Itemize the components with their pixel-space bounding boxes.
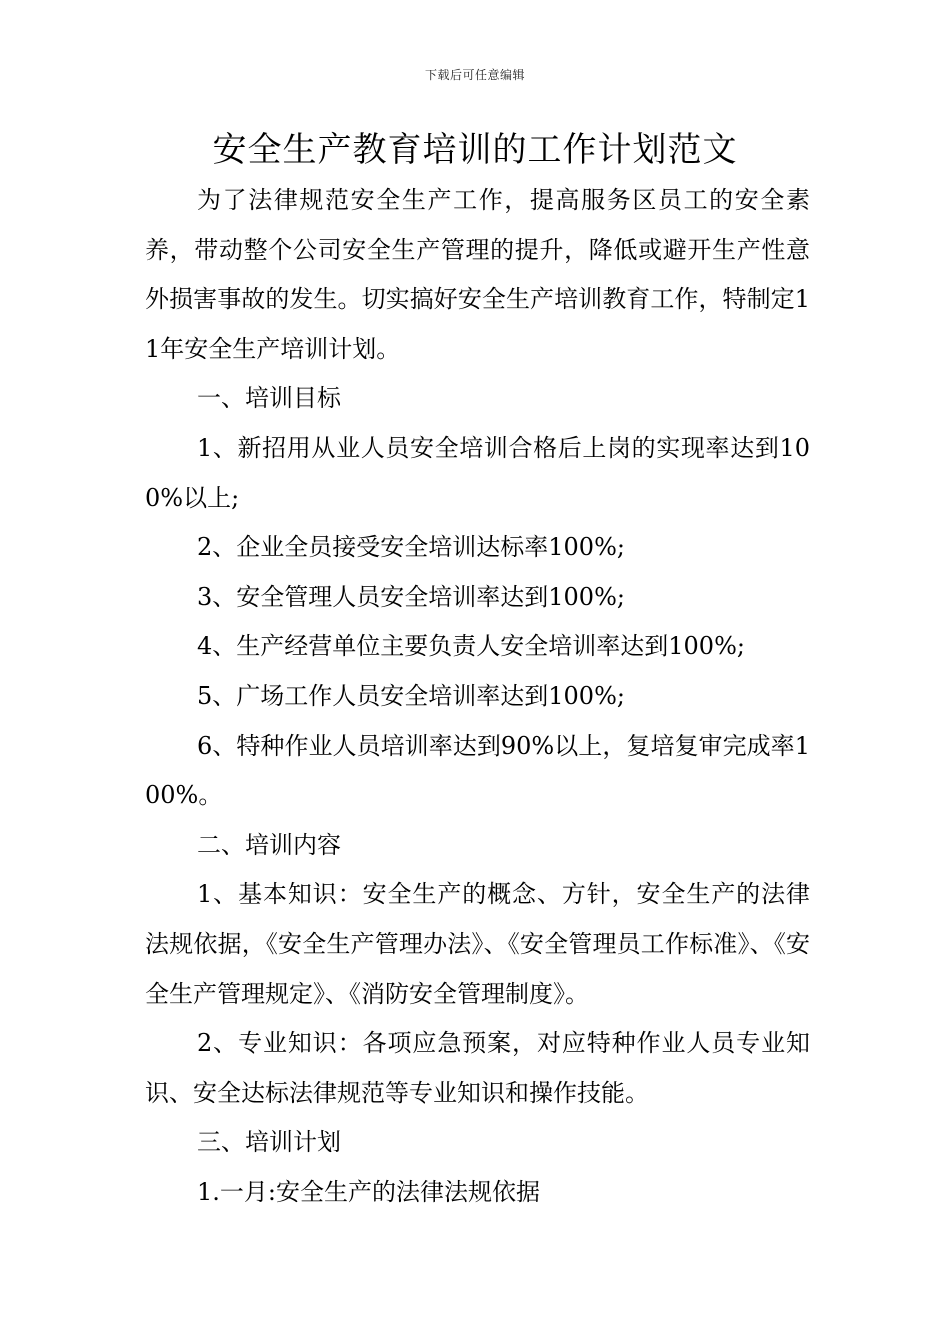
goal-item-3: 3、安全管理人员安全培训率达到100%; bbox=[197, 582, 625, 611]
goal-item-4: 4、生产经营单位主要负责人安全培训率达到100%; bbox=[197, 632, 745, 661]
plan-item-1: 1.一月:安全生产的法律法规依据 bbox=[197, 1177, 540, 1206]
section-heading-goals: 一、培训目标 bbox=[197, 384, 341, 413]
intro-paragraph: 为了法律规范安全生产工作，提高服务区员工的安全素养，带动整个公司安全生产管理的提升，降低或避开生产性意外损害事故的发生。切实搞好安全生产培训教育工作，特制定11年安全生产培训计划。 bbox=[145, 186, 810, 363]
document-title: 安全生产教育培训的工作计划范文 bbox=[212, 130, 738, 170]
document-body bbox=[145, 176, 810, 1217]
content-item-2: 2、专业知识：各项应急预案，对应特种作业人员专业知识、安全达标法律规范等专业知识和操作技能。 bbox=[145, 1029, 810, 1107]
goal-item-2: 2、企业全员接受安全培训达标率100%; bbox=[197, 533, 625, 562]
section-heading-plan: 三、培训计划 bbox=[197, 1128, 341, 1157]
section-heading-content: 二、培训内容 bbox=[197, 830, 341, 859]
goal-item-5: 5、广场工作人员安全培训率达到100%; bbox=[197, 681, 625, 710]
header-note: 下载后可任意编辑 bbox=[424, 68, 525, 82]
goal-item-1: 1、新招用从业人员安全培训合格后上岗的实现率达到100%以上; bbox=[145, 433, 810, 512]
content-item-1: 1、基本知识：安全生产的概念、方针，安全生产的法律法规依据，《安全生产管理办法》、《安全管理员工作标准》、《安全生产管理规定》、《消防安全管理制度》。 bbox=[145, 880, 810, 1008]
goal-item-6: 6、特种作业人员培训率达到90%以上，复培复审完成率100%。 bbox=[145, 731, 810, 810]
